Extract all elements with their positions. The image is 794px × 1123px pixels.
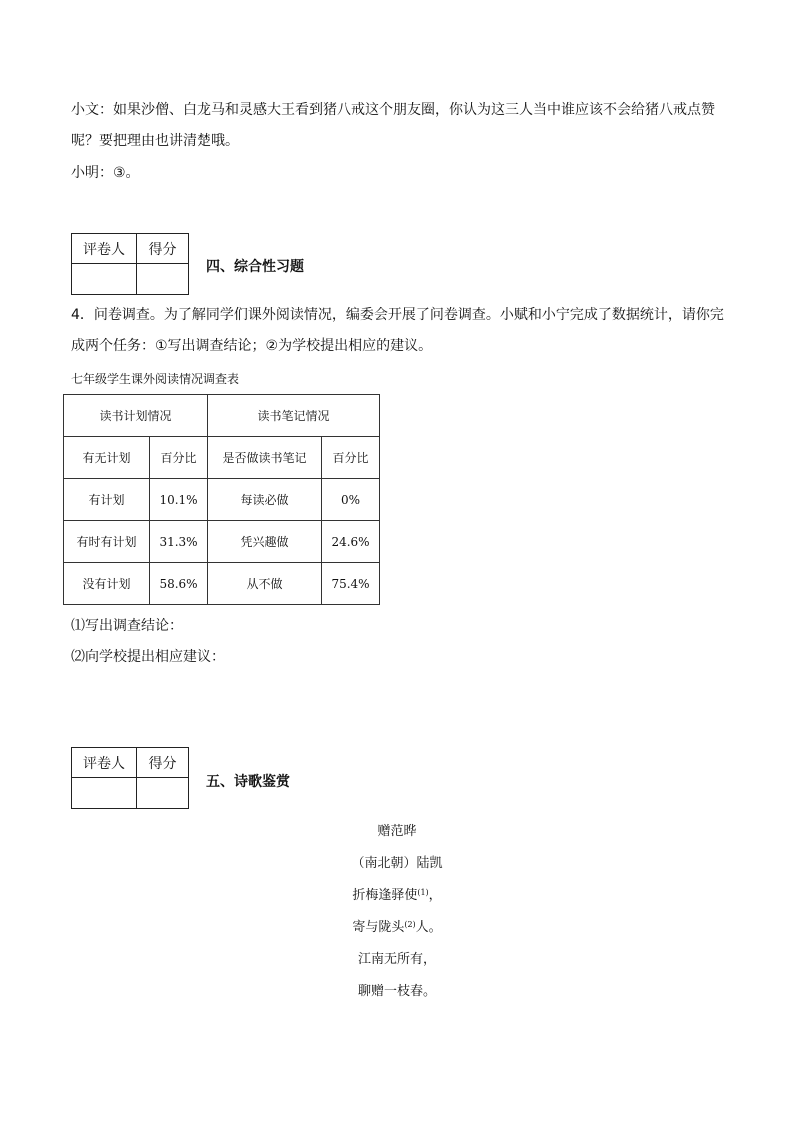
reviewer-cell <box>72 264 137 295</box>
poem-author: （南北朝）陆凯 <box>351 856 443 871</box>
table-cell: 31.3% <box>150 521 208 563</box>
reviewer-label: 评卷人 <box>72 748 137 778</box>
table-cell: 58.6% <box>150 563 208 605</box>
table-cell: 没有计划 <box>64 563 150 605</box>
score-label: 得分 <box>137 234 189 264</box>
poem-line2-text: 寄与陇头 <box>352 920 405 935</box>
table-header-cell: 有无计划 <box>64 437 150 479</box>
footnote-marker-2: (2) <box>404 920 416 929</box>
table-cell: 有时有计划 <box>64 521 150 563</box>
section5-title: 五、诗歌鉴赏 <box>206 774 290 790</box>
xiaoming-answer: 小明：③。 <box>71 165 140 181</box>
table-header-cell: 百分比 <box>322 437 380 479</box>
poem-line1-text: 折梅逢驿使 <box>352 888 418 903</box>
task1-prompt: ⑴写出调查结论： <box>71 618 183 634</box>
survey-table <box>63 394 380 605</box>
table-cell: 有计划 <box>64 479 150 521</box>
poem-line1-punct: ， <box>428 888 442 903</box>
table-cell: 24.6% <box>322 521 380 563</box>
poem-line4: 聊赠一枝春。 <box>357 984 436 999</box>
reviewer-label: 评卷人 <box>72 234 137 264</box>
poem-line1 <box>0 884 794 903</box>
table-row <box>64 479 380 521</box>
table-cell: 75.4% <box>322 563 380 605</box>
table-row <box>64 563 380 605</box>
score-box-section5 <box>71 747 189 809</box>
table-header-cell: 是否做读书笔记 <box>208 437 322 479</box>
score-cell <box>137 778 189 809</box>
table-cell: 每读必做 <box>208 479 322 521</box>
task2-prompt: ⑵向学校提出相应建议： <box>71 649 225 665</box>
xiaowen-question-line1: 小文：如果沙僧、白龙马和灵感大王看到猪八戒这个朋友圈，你认为这三人当中谁应该不会给猪八戒点赞 <box>71 102 715 118</box>
xiaowen-question-line2: 呢？要把理由也讲清楚哦。 <box>71 133 239 149</box>
poem-line2-punct: 人。 <box>415 920 442 935</box>
score-cell <box>137 264 189 295</box>
table-header-cell: 百分比 <box>150 437 208 479</box>
poem-line2 <box>0 916 794 935</box>
notes-group-header: 读书笔记情况 <box>208 395 380 437</box>
score-label: 得分 <box>137 748 189 778</box>
question4-line1: 4．问卷调查。为了解同学们课外阅读情况，编委会开展了问卷调查。小赋和小宁完成了数据统计，请你完 <box>71 307 724 323</box>
table-row <box>64 521 380 563</box>
table-cell: 0% <box>322 479 380 521</box>
footnote-marker-1: (1) <box>417 888 429 897</box>
plan-group-header: 读书计划情况 <box>64 395 208 437</box>
poem-line3: 江南无所有， <box>357 952 436 967</box>
section4-title: 四、综合性习题 <box>206 259 304 275</box>
table-cell: 10.1% <box>150 479 208 521</box>
reviewer-cell <box>72 778 137 809</box>
survey-table-caption: 七年级学生课外阅读情况调查表 <box>71 372 240 386</box>
table-cell: 从不做 <box>208 563 322 605</box>
score-box-section4 <box>71 233 189 295</box>
poem-title: 赠范晔 <box>377 824 417 839</box>
question4-line2: 成两个任务：①写出调查结论；②为学校提出相应的建议。 <box>71 338 433 354</box>
table-cell: 凭兴趣做 <box>208 521 322 563</box>
